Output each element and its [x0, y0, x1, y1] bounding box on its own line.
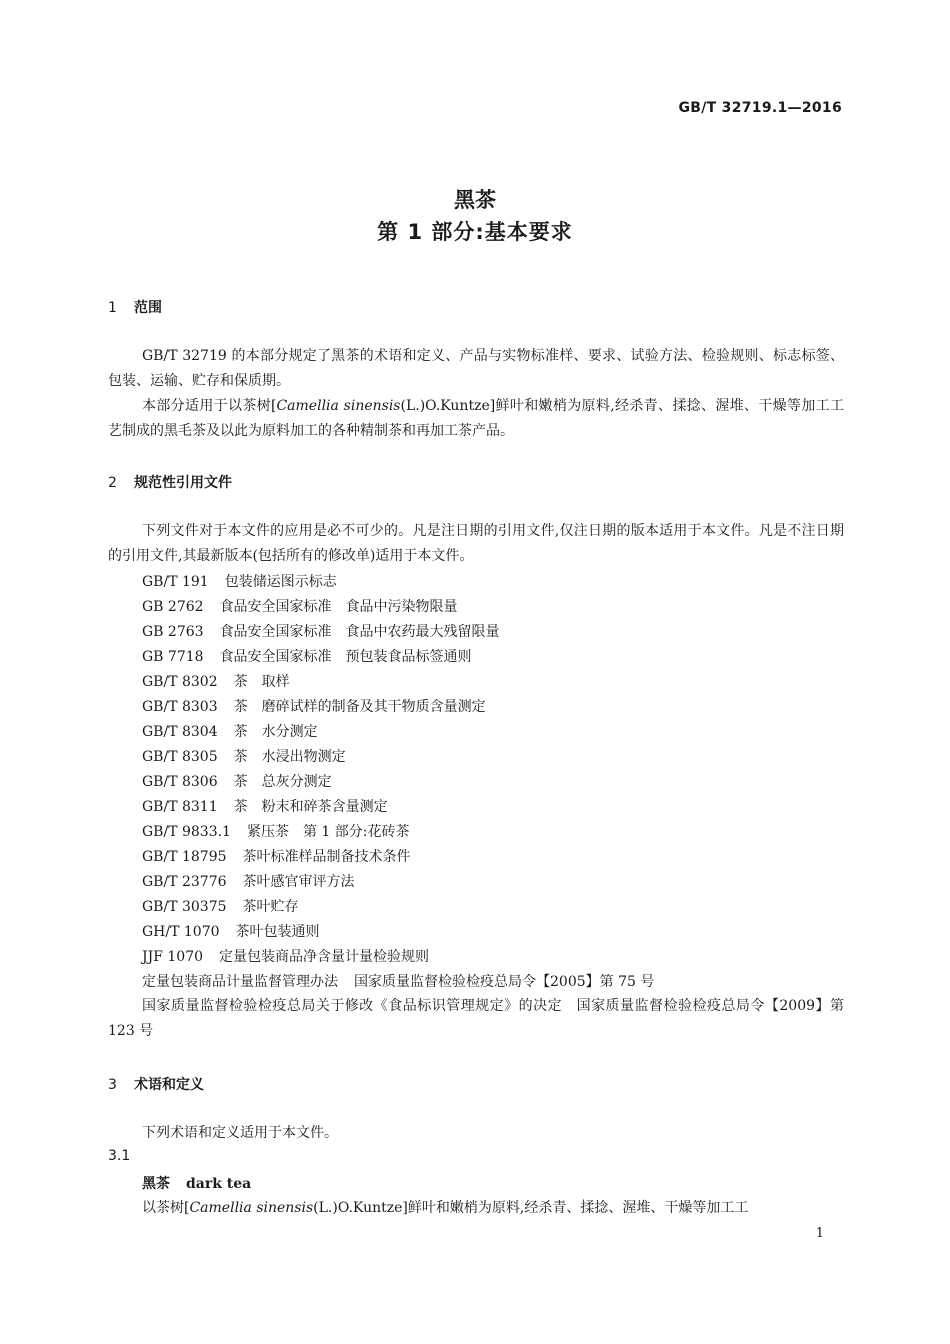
reference-code: GB/T 8303	[142, 699, 218, 715]
document-subtitle: 第 1 部分:基本要求	[377, 220, 573, 244]
reference-item	[142, 595, 654, 620]
reference-code: GB/T 8306	[142, 774, 218, 790]
reference-item	[142, 820, 654, 845]
reference-title: 茶 水浸出物测定	[233, 749, 346, 765]
reference-item	[142, 645, 654, 670]
reference-item	[142, 945, 654, 970]
reference-code: GH/T 1070	[142, 924, 220, 940]
reference-item	[142, 670, 654, 695]
reference-item	[142, 795, 654, 820]
reference-item	[142, 920, 654, 945]
reference-code: GB/T 9833.1	[142, 824, 231, 840]
reference-title: 茶叶感官审评方法	[242, 874, 355, 890]
reference-title: 茶 磨碎试样的制备及其干物质含量测定	[233, 699, 486, 715]
term-number: 3.1	[108, 1148, 131, 1164]
text-run: 本部分适用于以茶树[	[142, 398, 277, 414]
reference-item	[142, 845, 654, 870]
section-title: 规范性引用文件	[134, 475, 232, 491]
text-run: 以茶树[	[142, 1200, 190, 1216]
reference-title: 茶 总灰分测定	[233, 774, 332, 790]
reference-code: GB/T 23776	[142, 874, 227, 890]
reference-title: 食品安全国家标准 预包装食品标签通则	[219, 649, 472, 665]
reference-title: 茶叶贮存	[242, 899, 299, 915]
section-title: 术语和定义	[134, 1077, 204, 1093]
reference-title: 定量包装商品净含量计量检验规则	[219, 949, 430, 965]
reference-code: GB 7718	[142, 649, 204, 665]
reference-title: 包装储运图示标志	[224, 574, 337, 590]
section-1-paragraph-2	[108, 394, 844, 444]
reference-code: 定量包装商品计量监督管理办法	[142, 974, 338, 990]
page-number: 1	[815, 1226, 824, 1241]
section-3-intro: 下列术语和定义适用于本文件。	[142, 1125, 338, 1141]
reference-code: GB/T 18795	[142, 849, 227, 865]
latin-name: Camellia sinensis	[189, 1200, 314, 1216]
term-definition	[108, 1196, 844, 1221]
section-3-heading	[108, 1074, 204, 1094]
reference-item	[142, 870, 654, 895]
reference-code: GB/T 30375	[142, 899, 227, 915]
reference-code: GB 2762	[142, 599, 204, 615]
reference-title: 茶 水分测定	[233, 724, 318, 740]
reference-code: GB/T 8304	[142, 724, 218, 740]
standard-code: GB/T 32719.1—2016	[678, 100, 842, 116]
term-name-zh: 黑茶	[142, 1176, 170, 1192]
reference-title: 食品安全国家标准 食品中农药最大残留限量	[219, 624, 500, 640]
reference-item	[142, 745, 654, 770]
reference-item-last: 国家质量监督检验检疫总局关于修改《食品标识管理规定》的决定 国家质量监督检验检疫总局令【2009】第 123 号	[108, 998, 844, 1039]
section-number: 1	[108, 300, 117, 316]
reference-title: 茶 取样	[233, 674, 290, 690]
reference-title: 食品安全国家标准 食品中污染物限量	[219, 599, 458, 615]
section-2-heading	[108, 472, 232, 492]
reference-code: GB/T 8305	[142, 749, 218, 765]
text-run: (L.)O.Kuntze]鲜叶和嫩梢为原料,经杀青、揉捻、渥堆、干燥等加工工	[313, 1200, 749, 1216]
reference-code: JJF 1070	[142, 949, 204, 965]
normative-references-list	[142, 570, 654, 995]
term-name-en: dark tea	[186, 1176, 252, 1192]
reference-title: 茶叶标准样品制备技术条件	[242, 849, 411, 865]
reference-item	[142, 970, 654, 995]
term-name	[142, 1173, 251, 1193]
reference-title: 国家质量监督检验检疫总局令【2005】第 75 号	[354, 974, 655, 990]
latin-name: Camellia sinensis	[276, 398, 401, 414]
reference-code: GB/T 8302	[142, 674, 218, 690]
section-number: 2	[108, 475, 117, 491]
reference-code: GB/T 191	[142, 574, 209, 590]
reference-item	[142, 620, 654, 645]
reference-title: 紧压茶 第 1 部分:花砖茶	[246, 824, 410, 840]
reference-item	[142, 770, 654, 795]
section-2-intro: 下列文件对于本文件的应用是必不可少的。凡是注日期的引用文件,仅注日期的版本适用于本文件。凡是不注日期的引用文件,其最新版本(包括所有的修改单)适用于本文件。	[108, 523, 844, 564]
reference-title: 茶 粉末和碎茶含量测定	[233, 799, 388, 815]
reference-title: 茶叶包装通则	[235, 924, 320, 940]
section-number: 3	[108, 1077, 117, 1093]
section-title: 范围	[134, 300, 162, 316]
section-1-heading	[108, 297, 162, 317]
section-1-paragraph-1: GB/T 32719 的本部分规定了黑茶的术语和定义、产品与实物标准样、要求、试验方法、检验规则、标志标签、包装、运输、贮存和保质期。	[108, 348, 844, 389]
text-run: (L.)O.Kuntze]鲜叶和嫩梢为原料,经杀青、揉捻、渥堆、干燥等加工工艺制成的黑毛茶及以此为原料加工的各种精制茶和再加工茶产品。	[108, 398, 844, 439]
reference-item	[142, 570, 654, 595]
reference-item	[142, 895, 654, 920]
reference-item	[142, 720, 654, 745]
document-title: 黑茶	[454, 188, 496, 212]
reference-code: GB/T 8311	[142, 799, 218, 815]
reference-code: GB 2763	[142, 624, 204, 640]
reference-item	[142, 695, 654, 720]
